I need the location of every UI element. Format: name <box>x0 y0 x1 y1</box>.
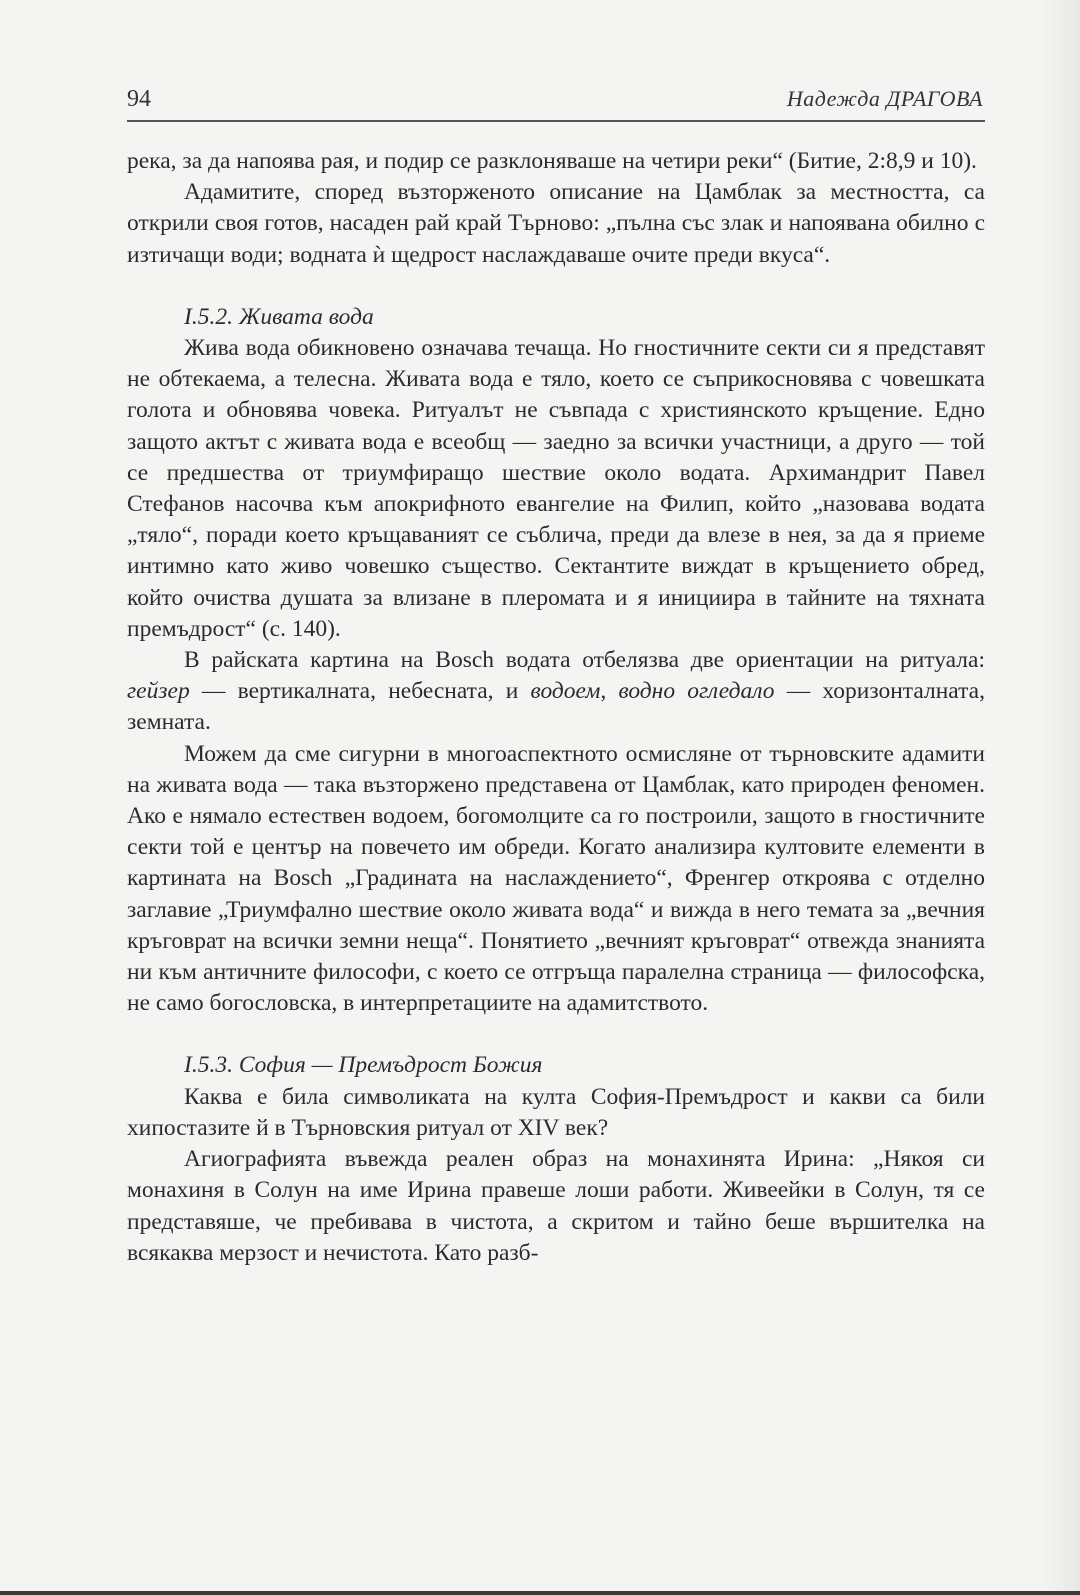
section-heading-live-water: I.5.2. Живата вода <box>184 303 374 330</box>
paragraph-7: Агиографията въвежда реален образ на монахинята Ирина: „Някоя си монахиня в Солун на име Ирина правеше лоши работи. Живеейки в Солун, тя се представяше, че пребивава в чистота, а скритом и тайно беше вършителка на всякаква мерзост и нечистота. Като разб- <box>127 1146 985 1266</box>
paragraph-6: Каква е била символиката на култа София-Премъдрост и какви са били хипостазите й в Търновския ритуал от XIV век? <box>127 1083 985 1141</box>
page-header <box>127 80 985 122</box>
page-number: 94 <box>127 86 151 112</box>
section-heading-sophia: I.5.3. София — Премъдрост Божия <box>184 1052 543 1079</box>
paragraph-3: Жива вода обикновено означава течаща. Но гностичните секти си я представят не обтекаема, а телесна. Живата вода е тяло, което се съприкосновява с човешката голота и обновява човека. Ритуалът не съвпада с християнското кръщение. Едно защото актът с живата вода е всеобщ — заедно за всички участници, а друго — той се предшества от триумфиращо шествие около водата. Архимандрит Павел Стефанов насочва към апокрифното евангелие на Филип, който „назовава водата „тяло“, поради което кръщаваният се съблича, преди да влезе в нея, за да я приеме интимно като живо човешко същество. Сектантите виждат в кръщението обред, който очиства душата за влизане в плеромата и я инициира в тайните на тяхната премъдрост“ (с. 140). <box>127 335 985 642</box>
section-gap <box>127 1019 985 1050</box>
scan-bottom-edge <box>0 1591 1080 1595</box>
running-head: Надежда ДРАГОВА <box>786 86 983 111</box>
paragraph-4-text-c: — хоризонталната, земната. <box>127 678 985 736</box>
page-body <box>127 146 985 1269</box>
paragraph-4-text-a: В райската картина на Bosch водата отбелязва две ориентации на ритуала: <box>184 647 985 674</box>
paragraph-4-text-b: — вертикалната, небесната, и <box>189 678 531 705</box>
section-gap <box>127 271 985 302</box>
paragraph-4-emphasis-geyser: гейзер <box>127 678 190 705</box>
paragraph-4 <box>127 645 985 739</box>
paragraph-4-emphasis-pool: водоем, водно огледало <box>530 678 775 705</box>
paragraph-1: река, за да напоява рая, и подир се разклоняваше на четири реки“ (Битие, 2:8,9 и 10). <box>127 148 977 174</box>
paragraph-5: Можем да сме сигурни в многоаспектното осмисляне от търновските адамити на живата вода — така възторжено представена от Цамблак, като природен феномен. Ако е нямало естествен водоем, богомолците са го построили, защото в гностичните секти той е център на повечето им обреди. Когато анализира култовите елементи в картината на Bosch „Градината на наслаждението“, Френгер откроява с отделно заглавие „Триумфално шествие около живата вода“ и вижда в него темата за „вечния кръговрат на всички земни неща“. Понятието „вечният кръговрат“ отвежда знанията ни към античните философи, с което се отгръща паралелна страница — философска, не само богословска, в интерпретациите на адамитството. <box>127 740 985 1017</box>
page-shadow <box>1040 0 1080 1595</box>
paragraph-2: Адамитите, според възторженото описание на Цамблак за местността, са открили своя готов, насаден рай край Търново: „пълна със злак и напоявана обилно с изтичащи води; водната ѝ щедрост наслаждаваше очите преди вкуса“. <box>127 179 985 268</box>
